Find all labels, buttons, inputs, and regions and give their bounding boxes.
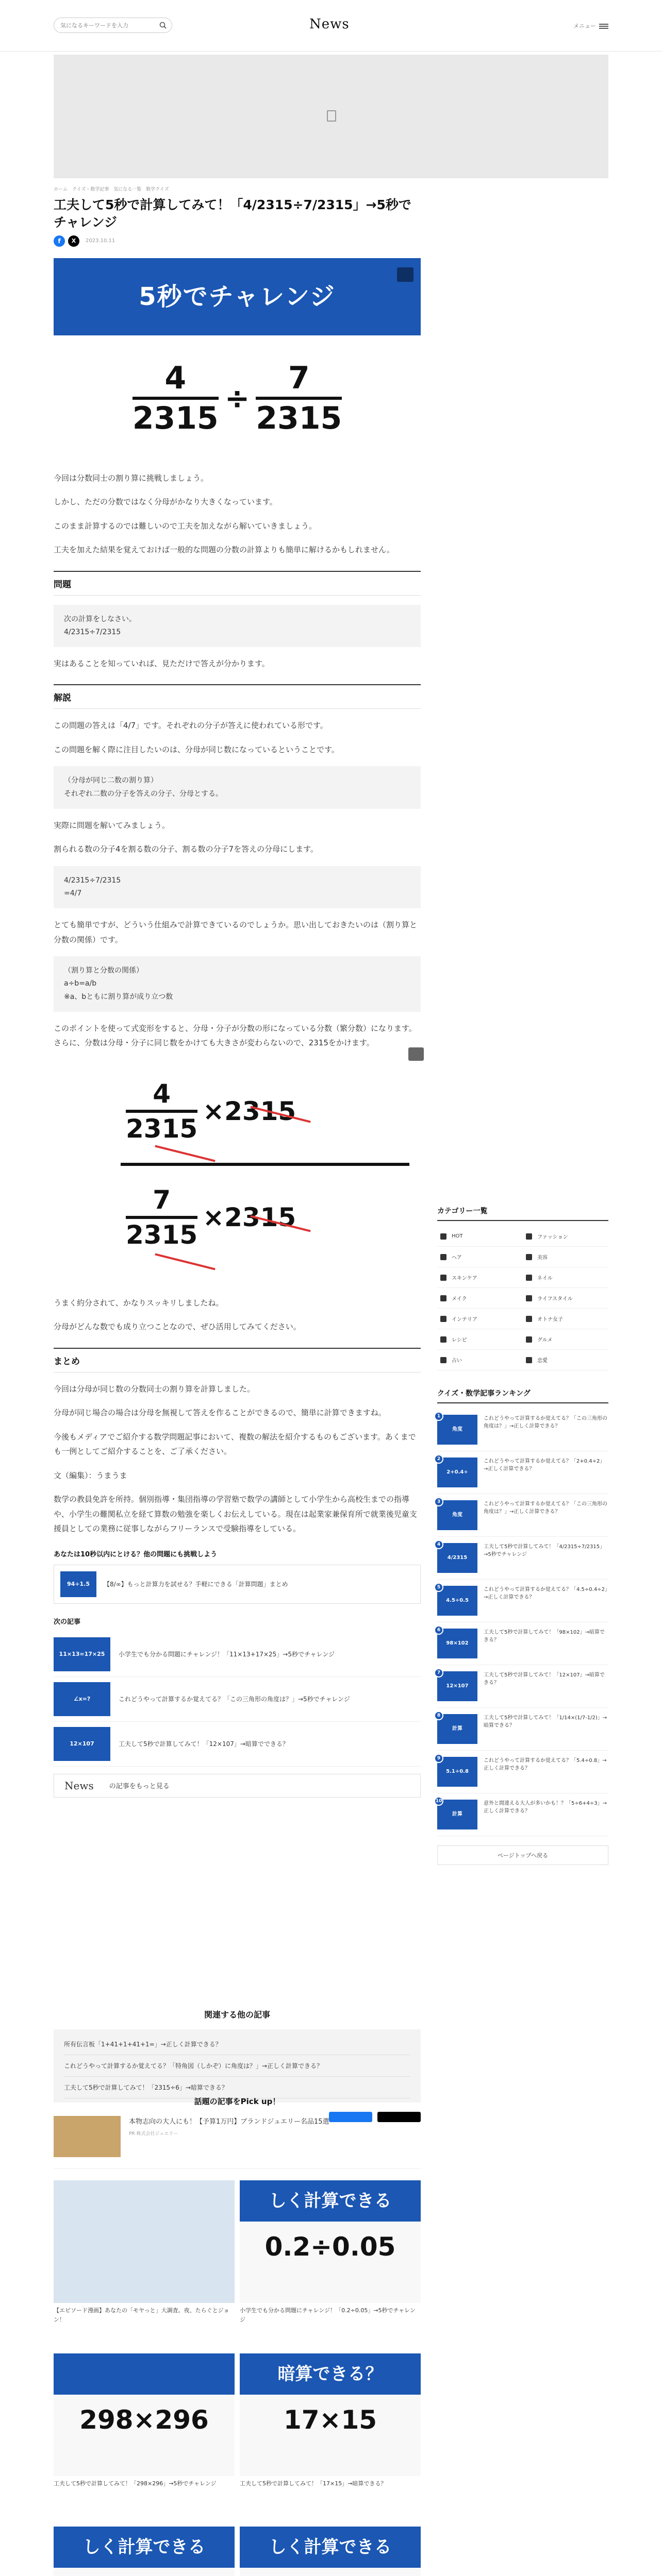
ranking-text: 工夫して5秒で計算してみて！「12×107」→暗算できる？ bbox=[484, 1672, 605, 1686]
pickup-caption: 小学生でも分かる問題にチャレンジ！「0.2÷0.05」→5秒でチャレンジ bbox=[240, 2307, 416, 2323]
denominator: 2315 bbox=[126, 1113, 198, 1144]
intro-text: しかし、ただの分数ではなく分母がかなり大きくなっています。 bbox=[54, 497, 277, 506]
numerator: 7 bbox=[153, 1184, 171, 1215]
breadcrumb bbox=[54, 185, 421, 192]
ranking-thumb-text: 98×102 bbox=[446, 1640, 469, 1646]
link-text: 【8/∞】もっと計算力を試せる？手軽にできる「計算問題」まとめ bbox=[104, 1581, 288, 1588]
ranking-thumb bbox=[437, 1629, 477, 1658]
next-article[interactable] bbox=[54, 1632, 421, 1677]
check-text: 割られる数の分子4を割る数の分子、割る数の分子7を答えの分母にします。 bbox=[54, 844, 318, 854]
calc-box bbox=[54, 866, 421, 908]
problem-line: 4/2315÷7/2315 bbox=[64, 628, 121, 636]
pickup-card[interactable] bbox=[54, 2353, 235, 2527]
hamburger-icon bbox=[599, 24, 608, 29]
answer-text: この問題を解く際に注目したいのは、分母が同じ数になっているということです。 bbox=[54, 744, 339, 754]
next-text: これどうやって計算するか覚えてる？「この三角形の角度は？」→5秒でチャレンジ bbox=[119, 1696, 350, 1703]
problem-line: 次の計算をしなさい。 bbox=[64, 615, 136, 623]
category-label: インテリア bbox=[452, 1317, 477, 1323]
rule-line: （分母が同じ二数の割り算） bbox=[64, 776, 158, 785]
breadcrumb-item[interactable]: クイズ・数学記事 bbox=[72, 187, 109, 192]
pickup-caption: 【エピソード漫画】あなたの「モヤっと」大調査。夜、たらぐとジョン！ bbox=[54, 2307, 229, 2323]
category-icon bbox=[526, 1316, 532, 1322]
category-item[interactable] bbox=[523, 1309, 608, 1329]
author-bio: 数学の教員免許を所持。個別指導・集団指導の学習塾で数学の講師として小学生から高校生までの指導や、小学生の難関私立を経て算数の勉強を楽しくお伝えしている。現在は起業家兼保育所で就業後児童支援員としての業務に従事しながらフリーランスで受験指導をしている。 bbox=[54, 1495, 417, 1534]
rank-number: 2 bbox=[434, 1454, 443, 1464]
ranking-thumb-text: 2+0.4÷ bbox=[446, 1469, 468, 1475]
ranking-thumb bbox=[437, 1415, 477, 1445]
pickup-card[interactable] bbox=[240, 2180, 421, 2353]
category-item[interactable] bbox=[437, 1288, 523, 1309]
category-label: ヘア bbox=[452, 1255, 462, 1261]
related-title: 関連する他の記事 bbox=[204, 2010, 270, 2020]
next-thumb: 12×107 bbox=[54, 1727, 110, 1761]
answer-heading: 解説 bbox=[54, 684, 421, 709]
pickup-card[interactable] bbox=[240, 2353, 421, 2527]
pickup-image bbox=[240, 2180, 421, 2303]
ranking-title: クイズ・数学記事ランキング bbox=[437, 1388, 608, 1403]
ranking-thumb bbox=[437, 1458, 477, 1487]
ranking-thumb bbox=[437, 1671, 477, 1701]
category-icon bbox=[440, 1316, 446, 1322]
denominator: 2315 bbox=[132, 400, 219, 436]
fraction bbox=[126, 1078, 198, 1144]
pickup-first[interactable] bbox=[54, 2116, 421, 2169]
ranking-item[interactable] bbox=[437, 1580, 608, 1622]
fraction-bar bbox=[126, 1110, 197, 1113]
search-icon[interactable] bbox=[159, 22, 167, 29]
category-item[interactable] bbox=[437, 1350, 523, 1370]
ranking-text: これどうやって計算するか覚えてる？「5.4÷0.8」→正しく計算できる？ bbox=[484, 1758, 607, 1771]
multiplier: ×2315 bbox=[203, 1096, 296, 1126]
category-label: 恋愛 bbox=[537, 1358, 548, 1364]
why-text: とても簡単ですが、どういう仕組みで計算できているのでしょうか。思い出しておきたいのは（割り算と分数の関係）です。 bbox=[54, 920, 418, 944]
ranking-item[interactable] bbox=[437, 1751, 608, 1793]
expression-bottom bbox=[126, 1166, 421, 1269]
ranking-thumb bbox=[437, 1714, 477, 1744]
fraction bbox=[256, 360, 342, 436]
ranking-item[interactable] bbox=[437, 1622, 608, 1665]
next-article[interactable] bbox=[54, 1677, 421, 1722]
category-icon bbox=[526, 1295, 532, 1301]
ranking-thumb-text: 角度 bbox=[452, 1427, 462, 1432]
category-item[interactable] bbox=[437, 1267, 523, 1288]
fraction-bar bbox=[133, 397, 219, 400]
category-icon bbox=[440, 1233, 446, 1240]
intro-text: 工夫を加えた結果を覚えておけば一般的な問題の分数の計算よりも簡単に解けるかもしれません。 bbox=[54, 545, 394, 554]
site-logo[interactable] bbox=[309, 16, 350, 32]
breadcrumb-item[interactable]: 気になる一覧 bbox=[113, 187, 142, 192]
ranking-item[interactable] bbox=[437, 1665, 608, 1708]
category-icon bbox=[526, 1233, 532, 1240]
menu-button[interactable] bbox=[573, 22, 608, 30]
pickup-band: 暗算できる？ bbox=[240, 2353, 421, 2395]
ranking-thumb bbox=[437, 1757, 477, 1787]
fraction-bar bbox=[126, 1216, 197, 1219]
divide-sign: ÷ bbox=[224, 381, 250, 416]
more-logo: News bbox=[64, 1779, 94, 1792]
ranking-thumb-text: 角度 bbox=[452, 1512, 462, 1518]
ranking-thumb bbox=[437, 1500, 477, 1530]
category-icon bbox=[526, 1275, 532, 1281]
article-title: 工夫して5秒で計算してみて！「4/2315÷7/2315」→5秒でチャレンジ bbox=[54, 197, 411, 230]
answer-text: この問題の答えは「4/7」です。それぞれの分子が答えに使われている形です。 bbox=[54, 721, 328, 731]
rule2-line: （割り算と分数の関係） bbox=[64, 967, 143, 975]
pickup-caption: 工夫して5秒で計算してみて！「298×296」→5秒でチャレンジ bbox=[54, 2480, 217, 2487]
category-item[interactable] bbox=[523, 1329, 608, 1350]
copy-icon[interactable] bbox=[408, 1047, 424, 1061]
numerator: 4 bbox=[164, 360, 187, 396]
ranking-item[interactable] bbox=[437, 1451, 608, 1494]
ranking-thumb bbox=[437, 1800, 477, 1829]
ranking-text: 工夫して5秒で計算してみて！「98×102」→暗算できる？ bbox=[484, 1630, 605, 1643]
breadcrumb-item[interactable]: ホーム bbox=[54, 187, 68, 192]
ranking-thumb-text: 計算 bbox=[452, 1811, 462, 1817]
ranking-item[interactable] bbox=[437, 1793, 608, 1836]
intro-text: 今回は分数同士の割り算に挑戦しましょう。 bbox=[54, 473, 209, 483]
category-item[interactable] bbox=[523, 1247, 608, 1267]
ranking-item[interactable] bbox=[437, 1409, 608, 1451]
rank-number: 4 bbox=[434, 1540, 443, 1549]
ranking-thumb bbox=[437, 1543, 477, 1573]
ranking-thumb-text: 5.1÷0.8 bbox=[446, 1769, 469, 1774]
ranking-thumb-text: 4/2315 bbox=[447, 1555, 468, 1561]
ranking-thumb-text: 計算 bbox=[452, 1726, 462, 1732]
next-article[interactable] bbox=[54, 1722, 421, 1767]
category-item[interactable] bbox=[523, 1288, 608, 1309]
search-box[interactable] bbox=[54, 18, 172, 33]
ranking-text: 意外と間違える大人が多いかも！？「5÷6+4÷3」→正しく計算できる？ bbox=[484, 1801, 607, 1814]
sidebar bbox=[437, 1206, 608, 1865]
pickup-band bbox=[54, 2353, 235, 2395]
category-label: HOT bbox=[452, 1233, 463, 1239]
facebook-icon[interactable]: f bbox=[54, 235, 65, 247]
intro-text: このまま計算するのでは難しいので工夫を加えながら解いていきましょう。 bbox=[54, 521, 317, 531]
next-thumb: ∠x=? bbox=[54, 1682, 110, 1716]
hero-image bbox=[54, 258, 421, 462]
category-list bbox=[437, 1226, 608, 1370]
rule-box bbox=[54, 766, 421, 808]
ranking-text: これどうやって計算するか覚えてる？「2+0.4÷2」→正しく計算できる？ bbox=[484, 1459, 605, 1472]
related-link[interactable]: 工夫して5秒で計算してみて！「2315÷6」→暗算できる？ bbox=[64, 2077, 410, 2098]
rank-number: 8 bbox=[434, 1711, 443, 1720]
pickup-band: しく計算できる bbox=[54, 2527, 235, 2568]
category-label: 占い bbox=[452, 1358, 462, 1364]
category-label: メイク bbox=[452, 1296, 467, 1302]
category-icon bbox=[440, 1295, 446, 1301]
rule-line: それぞれ二数の分子を答えの分子、分母とする。 bbox=[64, 789, 223, 798]
pickup-image bbox=[54, 2353, 235, 2476]
ad-banner[interactable] bbox=[54, 55, 608, 178]
pickup-value: 0.2÷0.05 bbox=[264, 2232, 396, 2262]
category-title: カテゴリー一覧 bbox=[437, 1206, 608, 1221]
rank-number: 1 bbox=[434, 1412, 443, 1421]
summary-heading: まとめ bbox=[54, 1348, 421, 1372]
summary-text: 分母が同じ場合の場合は分母を無視して答えを作ることができるので、簡単に計算できますね。 bbox=[54, 1408, 386, 1418]
category-item[interactable] bbox=[437, 1329, 523, 1350]
image-placeholder-icon bbox=[327, 110, 336, 122]
pickup-band: しく計算できる bbox=[240, 2527, 421, 2568]
category-icon bbox=[440, 1336, 446, 1343]
numerator: 7 bbox=[288, 360, 310, 396]
author: 文（編集）：うまうま bbox=[54, 1470, 127, 1480]
rank-number: 3 bbox=[434, 1497, 443, 1506]
explanation-image bbox=[54, 1060, 421, 1286]
category-item[interactable] bbox=[437, 1226, 523, 1247]
pickup-first-sub: PR 株式会社ジュエリー bbox=[129, 2131, 178, 2137]
page-top-button[interactable]: ページトップへ戻る bbox=[437, 1845, 608, 1865]
numerator: 4 bbox=[153, 1078, 171, 1109]
rank-number: 5 bbox=[434, 1583, 443, 1592]
pickup-band: しく計算できる bbox=[240, 2180, 421, 2222]
next-thumb: 11×13=17×25 bbox=[54, 1637, 110, 1671]
category-item[interactable] bbox=[523, 1350, 608, 1370]
category-icon bbox=[526, 1254, 532, 1260]
related-link[interactable]: 所有伝言板「1+41+1+41+1=」→正しく計算できる？ bbox=[64, 2033, 410, 2055]
category-label: グルメ bbox=[537, 1337, 553, 1343]
hero-band: 5秒でチャレンジ bbox=[54, 258, 421, 335]
link-thumb: 94÷1.5 bbox=[60, 1571, 96, 1597]
fraction bbox=[132, 360, 219, 436]
rank-number: 9 bbox=[434, 1754, 443, 1763]
category-item[interactable] bbox=[437, 1247, 523, 1267]
pickup-value: 17×15 bbox=[283, 2405, 377, 2435]
ranking-text: 工夫して5秒で計算してみて！「1/14×(1/7-1/2)」→暗算できる？ bbox=[484, 1715, 607, 1728]
ranking-thumb-text: 4.5÷0.5 bbox=[446, 1598, 469, 1603]
denominator: 2315 bbox=[126, 1219, 198, 1250]
check-text: 実際に問題を解いてみましょう。 bbox=[54, 820, 170, 830]
logo-text: News bbox=[309, 16, 350, 32]
pickup-image bbox=[54, 2527, 235, 2576]
fraction bbox=[126, 1184, 198, 1250]
pickup-card[interactable] bbox=[54, 2180, 235, 2353]
category-icon bbox=[526, 1336, 532, 1343]
pickup-section bbox=[54, 2087, 421, 2576]
after-image-text: 分母がどんな数でも成り立つことなので、ぜひ活用してみてください。 bbox=[54, 1322, 301, 1332]
pickup-image bbox=[240, 2353, 421, 2476]
category-icon bbox=[440, 1275, 446, 1281]
category-label: 美容 bbox=[537, 1255, 548, 1261]
publish-date: 2023.10.11 bbox=[86, 238, 115, 244]
more-text: の記事をもっと見る bbox=[109, 1783, 170, 1791]
category-icon bbox=[440, 1357, 446, 1363]
copy-icon[interactable] bbox=[397, 267, 413, 282]
summary-text: 今回は分母が同じ数の分数同士の割り算を計算しました。 bbox=[54, 1384, 255, 1394]
ranking-item[interactable] bbox=[437, 1537, 608, 1580]
link-heading: あなたは10秒以内にとける？他の問題にも挑戦しよう bbox=[54, 1550, 218, 1558]
multiplier: ×2315 bbox=[203, 1202, 296, 1232]
category-label: ライフスタイル bbox=[537, 1296, 573, 1302]
detail-text: このポイントを使って式変形をすると、分母・分子が分数の形になっている分数（繁分数）になります。さらに、分数は分母・分子に同じ数をかけても大きさが変わらないので、2315をかけます。 bbox=[54, 1023, 417, 1048]
next-text: 工夫して5秒で計算してみて！「12×107」→暗算でできる？ bbox=[119, 1740, 289, 1748]
ranking-thumb-text: 12×107 bbox=[446, 1683, 469, 1689]
category-icon bbox=[440, 1254, 446, 1260]
pickup-value: 298×296 bbox=[79, 2405, 209, 2435]
more-articles-button[interactable] bbox=[54, 1774, 421, 1798]
rule2-box bbox=[54, 956, 421, 1012]
rank-number: 6 bbox=[434, 1625, 443, 1635]
category-label: スキンケア bbox=[452, 1276, 477, 1281]
problem-after-text: 実はあることを知っていれば、見ただけで答えが分かります。 bbox=[54, 658, 270, 668]
search-input[interactable] bbox=[60, 18, 153, 32]
ranking-text: これどうやって計算するか覚えてる？「この三角形の角度は？」→正しく計算できる？ bbox=[484, 1416, 607, 1429]
rule2-line: ※a、bともに割り算が成り立つ数 bbox=[64, 992, 173, 1001]
pickup-card[interactable] bbox=[54, 2527, 235, 2576]
ranking-item[interactable] bbox=[437, 1708, 608, 1751]
menu-label: メニュー bbox=[573, 23, 596, 29]
calc-line: =4/7 bbox=[64, 889, 82, 897]
category-icon bbox=[526, 1357, 532, 1363]
rank-number: 7 bbox=[434, 1668, 443, 1677]
pickup-grid bbox=[54, 2180, 421, 2576]
related-link-card[interactable] bbox=[54, 1565, 421, 1604]
category-label: ネイル bbox=[537, 1276, 553, 1281]
problem-heading: 問題 bbox=[54, 571, 421, 596]
summary-text: 今後もメディアでご紹介する数学問題記事において、複数の解法を紹介するものもございます。あくまでも一例としてご紹介することを、ご了承ください。 bbox=[54, 1432, 416, 1456]
problem-box bbox=[54, 605, 421, 647]
ranking-list bbox=[437, 1409, 608, 1836]
site-header bbox=[0, 0, 662, 52]
ranking-text: これどうやって計算するか覚えてる？「4.5÷0.4÷2」→正しく計算できる？ bbox=[484, 1587, 607, 1600]
ranking-thumb bbox=[437, 1586, 477, 1616]
calc-line: 4/2315÷7/2315 bbox=[64, 876, 121, 885]
category-label: オトナ女子 bbox=[537, 1317, 563, 1323]
pickup-caption: 工夫して5秒で計算してみて！「17×15」→暗算できる？ bbox=[240, 2480, 387, 2487]
category-item[interactable] bbox=[437, 1309, 523, 1329]
ranking-text: これどうやって計算するか覚えてる？「この三角形の角度は？」→正しく計算できる？ bbox=[484, 1501, 607, 1515]
rule2-line: a÷b=a/b bbox=[64, 979, 97, 988]
related-link[interactable]: これどうやって計算するか覚えてる？「特角図（しかぞ）に角度は？」→正しく計算できる？ bbox=[64, 2055, 410, 2077]
ranking-item[interactable] bbox=[437, 1494, 608, 1537]
category-item[interactable] bbox=[523, 1226, 608, 1247]
pickup-card[interactable] bbox=[240, 2527, 421, 2576]
hero-expression bbox=[54, 335, 421, 462]
breadcrumb-item[interactable]: 数学クイズ bbox=[146, 187, 169, 192]
category-label: ファッション bbox=[537, 1234, 568, 1240]
after-image-text: うまく約分されて、かなりスッキリしましたね。 bbox=[54, 1298, 224, 1308]
pickup-image bbox=[240, 2527, 421, 2576]
denominator: 2315 bbox=[256, 400, 342, 436]
next-text: 小学生でも分かる問題にチャレンジ！「11×13+17×25」→5秒でチャレンジ bbox=[119, 1651, 335, 1658]
category-item[interactable] bbox=[523, 1267, 608, 1288]
manga-image bbox=[54, 2180, 235, 2303]
ranking-text: 工夫して5秒で計算してみて！「4/2315÷7/2315」→5秒でチャレンジ bbox=[484, 1544, 605, 1557]
jewelry-image bbox=[54, 2116, 121, 2157]
article-main bbox=[54, 185, 421, 1798]
fraction-bar bbox=[256, 397, 342, 400]
next-heading: 次の記事 bbox=[54, 1618, 81, 1626]
pickup-title: 話題の記事をPick up！ bbox=[194, 2097, 280, 2106]
rank-number: 10 bbox=[434, 1797, 443, 1806]
pickup-first-text: 本物志向の大人にも！【予算1万円】ブランドジュエリー名品15選 bbox=[129, 2118, 329, 2126]
x-icon[interactable]: X bbox=[68, 235, 79, 247]
category-label: レシピ bbox=[452, 1337, 467, 1343]
article-meta bbox=[54, 235, 421, 247]
